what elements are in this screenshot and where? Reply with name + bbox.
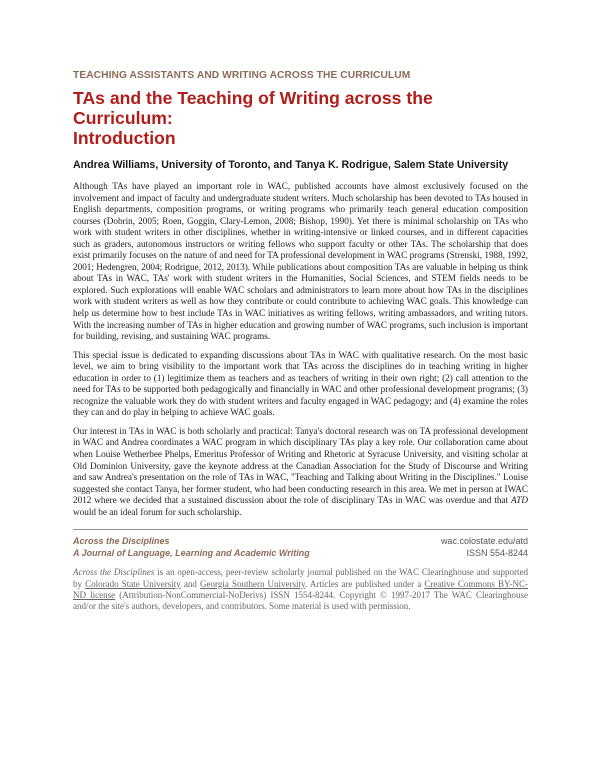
colorado-state-link[interactable]: Colorado State University	[85, 578, 181, 589]
title-line-1: TAs and the Teaching of Writing across the Curriculum:	[73, 88, 433, 128]
license-text-3: . Articles are published under a	[304, 578, 425, 589]
paragraph-3-end: would be an ideal forum for such scholarship.	[73, 506, 242, 517]
journal-url[interactable]: wac.colostate.edu/atd	[440, 536, 528, 547]
title-line-2: Introduction	[73, 128, 176, 148]
paragraph-3-main: Our interest in TAs in WAC is both scholarly and practical: Tanya's doctoral research was on TA professional development in WAC and Andrea coordinates a WAC program in which disciplinary TAs play a key role. Our collaboration came about when Louise Wetherbee Phelps, Emeritus Professor of Writing and Rhetoric at Syracuse University, and visiting scholar at Old Dominion University, gave the keynote address at the Canadian Association for the Study of Discourse and Writing and saw Andrea's presentation on the role of TAs in WAC, "Teaching and Talking about Writing in the Disciplines." Louise suggested she contact Tanya, her former student, who had been conducting research in this area. We met in person at IWAC 2012 where we decided that a sustained discussion about the role of disciplinary TAs in WAC was overdue and that	[73, 425, 528, 506]
journal-identity	[73, 536, 310, 559]
license-text-1: is an open-access, peer-review scholarly journal published on the WAC Clearinghouse and supported by	[73, 567, 528, 589]
paragraph-1: Although TAs have played an important role in WAC, published accounts have almost exclusively focused on the involvement and impact of faculty and undergraduate student writers. Much scholarship has been devoted to TAs housed in English departments, composition programs, or writing programs who primarily teach general education composition courses (Dobrin, 2005; Roen, Goggin, Clary-Lemon, 2008; Bishop, 1990). Yet there is minimal scholarship on TAs who work with student writers in other disciplines, whether in writing-intensive or linked courses, and in different capacities such as graders, autonomous instructors or writing fellows who support faculty or other TAs. The scholarship that does exist primarily focuses on the nature of and need for TA professional development in WAC programs (Strenski, 1988, 1992, 2001; Hedengren, 2004; Rodrigue, 2012, 2013). While publications about composition TAs are valuable in helping us think about TAs in WAC, TAs' work with student writers in the Humanities, Social Sciences, and STEM fields needs to be explored. Such explorations will enable WAC scholars and administrators to learn more about how TAs in the disciplines work with student writers as well as how they contribute or could contribute to achieving WAC goals. This knowledge can help us determine how to best include TAs in WAC initiatives as writing fellows, writing ambassadors, and writing tutors. With the increasing number of TAs in higher education and growing number of WAC programs, such inclusion is important for building, revising, and sustaining WAC programs.	[73, 181, 528, 342]
georgia-southern-link[interactable]: Georgia Southern University	[200, 578, 305, 589]
section-kicker: TEACHING ASSISTANTS AND WRITING ACROSS THE CURRICULUM	[73, 70, 411, 81]
license-text-2: and	[180, 578, 201, 589]
footer-divider	[73, 529, 528, 530]
journal-issn: ISSN 554-8244	[466, 547, 528, 558]
journal-footer	[73, 536, 528, 559]
author-line: Andrea Williams, University of Toronto, and Tanya K. Rodrigue, Salem State University	[73, 159, 509, 171]
license-text-4: (Attribution-NonCommercial-NoDerivs) ISSN 1554-8244. Copyright © 1997-2017 The WAC Clearinghouse and/or the site's authors, developers, and contributors. Some material is used with permission.	[73, 589, 528, 612]
article-title	[73, 88, 528, 148]
license-notice	[73, 567, 528, 612]
article-page	[73, 70, 528, 613]
article-body	[73, 181, 528, 518]
journal-subtitle: A Journal of Language, Learning and Academic Writing	[73, 547, 310, 558]
journal-info	[441, 536, 528, 559]
journal-name: Across the Disciplines	[73, 536, 170, 547]
license-journal-name: Across the Disciplines	[73, 567, 155, 578]
paragraph-2: This special issue is dedicated to expanding discussions about TAs in WAC with qualitative research. On the most basic level, we aim to bring visibility to the important work that TAs across the disciplines do in teaching writing in higher education in order to (1) legitimize them as teachers and as teachers of writing in their own right; (2) call attention to the need for TAs to be supported both pedagogically and financially in WAC and other professional development programs; (3) recognize the valuable work they do with student writers and faculty engaged in WAC pedagogy; and (4) examine the roles they can and do play in helping to achieve WAC goals.	[73, 349, 528, 418]
atd-abbreviation: ATD	[510, 495, 528, 506]
creative-commons-link[interactable]: Creative Commons BY-NC-ND license	[73, 578, 529, 600]
paragraph-3	[73, 426, 528, 518]
